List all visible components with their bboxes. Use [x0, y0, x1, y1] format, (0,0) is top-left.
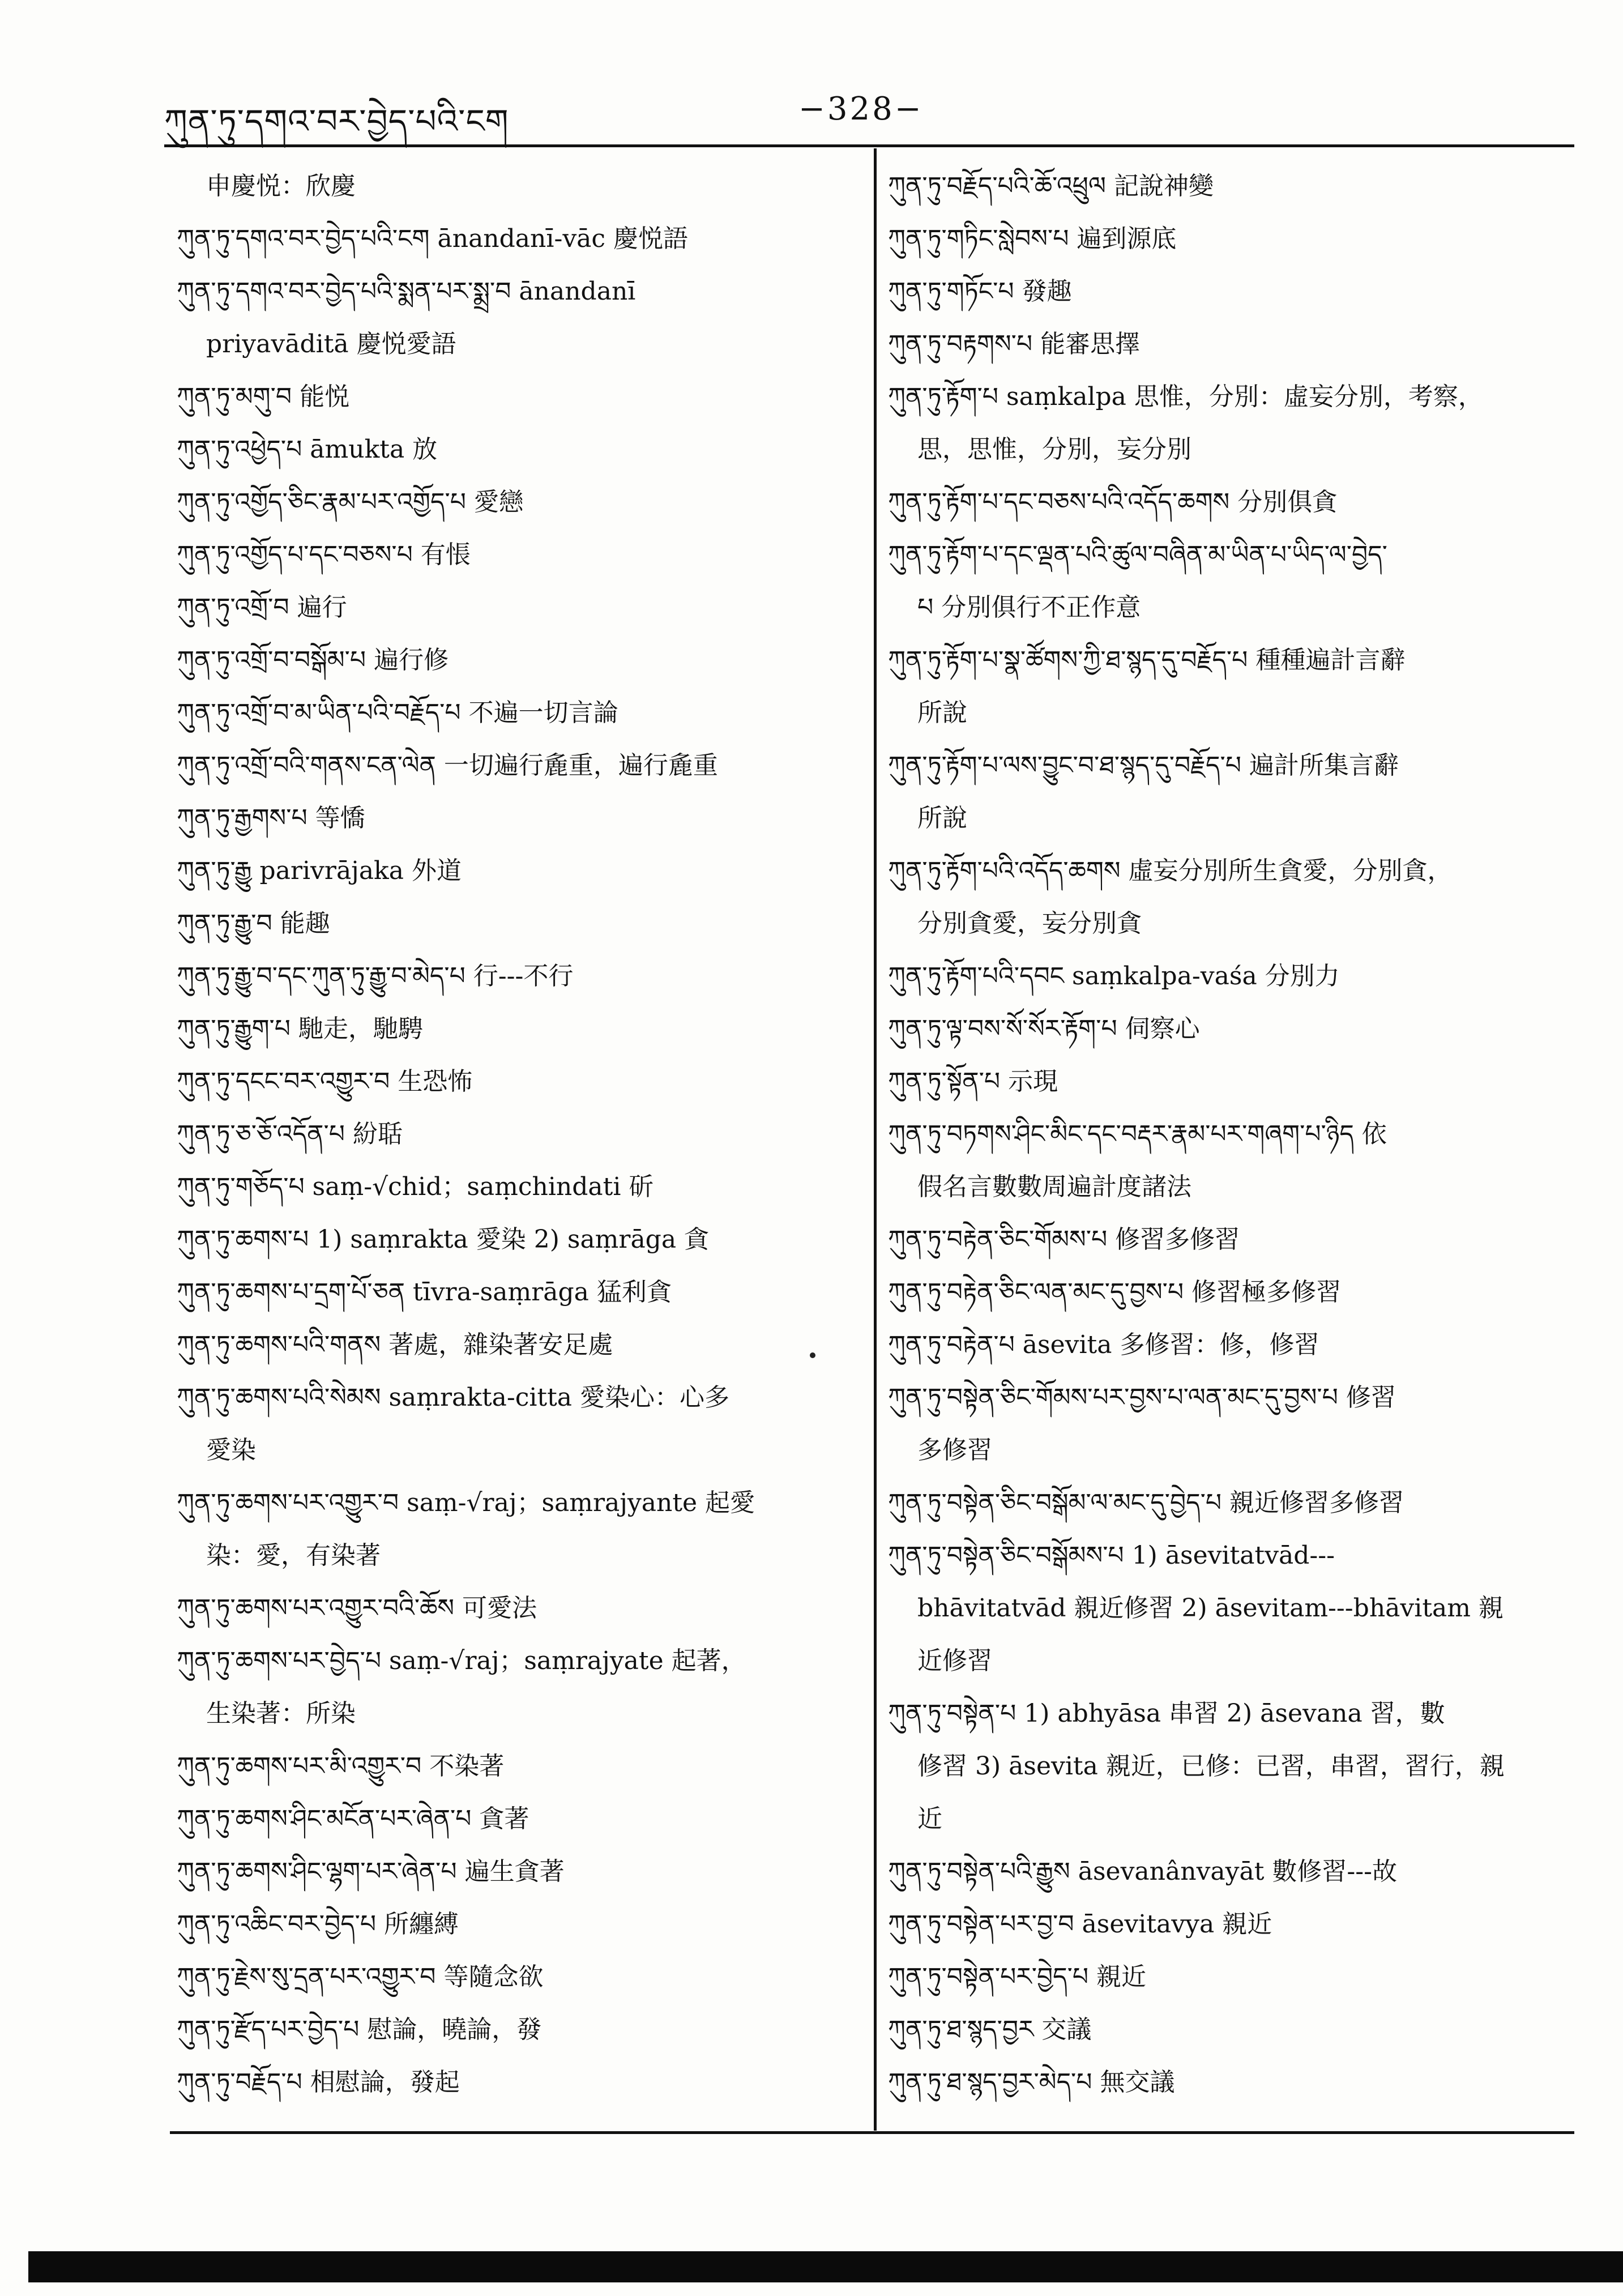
dictionary-entry — [177, 212, 862, 265]
entry-line: ཀུན་ཏུ་བརྟགས་པ 能審思擇 — [888, 330, 1141, 359]
entry-line: ཀུན་ཏུ་རྟོག་པ་སྣ་ཚོགས་ཀྱི་ཐ་སྙད་དུ་བརྗོད་པ 種種遍計言辭 — [888, 646, 1406, 675]
entry-continuation: 近修習 — [917, 1646, 992, 1675]
dictionary-entry — [888, 528, 1573, 634]
entry-line: ཀུན་ཏུ་ཆགས་པའི་སེམས saṃrakta-citta 愛染心：心多 — [177, 1383, 730, 1412]
entry-line: ཀུན་ཏུ་ལྟ་བས་སོ་སོར་རྟོག་པ 伺察心 — [888, 1014, 1200, 1043]
entry-line: ཀུན་ཏུ་བརྟེན་ཅིང་ལན་མང་དུ་བྱས་པ 修習極多修習 — [888, 1278, 1342, 1307]
entry-continuation: 近 — [917, 1804, 942, 1833]
entry-continuation: 修習 3) āsevita 親近，已修：已習，串習，習行，親 — [917, 1752, 1505, 1781]
entry-line: ཀུན་ཏུ་རྗེས་སུ་དྲན་པར་འགྱུར་བ 等隨念欲 — [177, 1962, 544, 1991]
dictionary-entry — [177, 1582, 862, 1634]
dictionary-entry — [888, 739, 1573, 844]
entry-line: ཀུན་ཏུ་ཆགས་པ་དྲག་པོ་ཅན tīvra-saṃrāga 猛利貪 — [177, 1278, 672, 1307]
entry-line: ཀུན་ཏུ་ཆགས་པར་འགྱུར་བ saṃ-√raj；saṃrajyante 起愛 — [177, 1488, 755, 1517]
entry-line: ཀུན་ཏུ་དགའ་བར་བྱེད་པའི་ངག ānandanī-vāc 慶悦語 — [177, 224, 689, 253]
dictionary-entry — [888, 1318, 1573, 1371]
entry-line: ཀུན་ཏུ་རྒྱུག་པ 馳走，馳騁 — [177, 1014, 423, 1043]
page-number: −328− — [798, 91, 924, 127]
entry-line: ཀུན་ཏུ་བསྟེན་ཅིང་གོམས་པར་བྱས་པ་ལན་མང་དུ་བྱས་པ 修習 — [888, 1383, 1396, 1412]
dictionary-entry — [888, 1845, 1573, 1898]
entry-continuation: priyavāditā 慶悦愛語 — [206, 330, 456, 359]
dictionary-entry — [177, 1740, 862, 1793]
entry-line: ཀུན་ཏུ་འགྲོ་བའི་གནས་ངན་ལེན 一切遍行麁重，遍行麁重 — [177, 751, 718, 780]
entry-continuation: 多修習 — [917, 1436, 992, 1465]
entry-continuation: 思，思惟，分別，妄分別 — [917, 435, 1191, 464]
dictionary-entry — [177, 423, 862, 476]
dictionary-entry — [888, 160, 1573, 212]
dictionary-entry — [888, 1055, 1573, 1108]
dictionary-entry — [177, 1002, 862, 1055]
entry-line: ཀུན་ཏུ་བསྟེན་པར་བྱེད་པ 親近 — [888, 1962, 1147, 1991]
dictionary-entry — [888, 1951, 1573, 2003]
entry-line: ཀུན་ཏུ་བརྟེན་པ āsevita 多修習：修，修習 — [888, 1330, 1319, 1359]
dictionary-entry — [177, 1634, 862, 1740]
entry-line: ཀུན་ཏུ་འཕྱེད་པ āmukta 放 — [177, 435, 438, 464]
entry-line: ཀུན་ཏུ་སྟོན་པ 示現 — [888, 1067, 1058, 1096]
entry-line: ཀུན་ཏུ་འགྱོད་པ་དང་བཅས་པ 有悵 — [177, 540, 471, 569]
entry-line: ཀུན་ཏུ་རྒྱུ་བ་དང་ཀུན་ཏུ་རྒྱུ་བ་མེད་པ 行---不行 — [177, 962, 574, 991]
dictionary-entry — [177, 897, 862, 950]
entry-line: ཀུན་ཏུ་རྟོག་པ་དང་བཅས་པའི་འདོད་ཆགས 分別俱貪 — [888, 488, 1338, 517]
dictionary-entry — [177, 1266, 862, 1318]
entry-line: ཀུན་ཏུ་ཆགས་པ 1) saṃrakta 愛染 2) saṃrāga 貪 — [177, 1225, 710, 1254]
dictionary-entry — [177, 1793, 862, 1845]
dictionary-entry — [888, 2003, 1573, 2056]
dictionary-entry — [177, 686, 862, 739]
dictionary-entry — [888, 2056, 1573, 2109]
entry-line: ཀུན་ཏུ་བརྗོད་པ 相慰論，發起 — [177, 2068, 460, 2097]
entry-line: ཀུན་ཏུ་ཆགས་ཤིང་མངོན་པར་ཞེན་པ 貪著 — [177, 1804, 529, 1833]
entry-line: ཀུན་ཏུ་བཏགས་ཤིང་མིང་དང་བརྡར་རྣམ་པར་གཞག་པ་ཉིད 依 — [888, 1120, 1387, 1149]
dictionary-entry — [888, 1529, 1573, 1687]
dictionary-entry — [177, 476, 862, 528]
entry-line: ཀུན་ཏུ་ཆགས་པར་མི་འགྱུར་བ 不染著 — [177, 1752, 505, 1781]
right-column — [888, 160, 1573, 2109]
entry-line: ཀུན་ཏུ་རྒྱུ parivrājaka 外道 — [177, 856, 462, 885]
entry-continuation: 所說 — [917, 698, 967, 727]
entry-line: ཀུན་ཏུ་གཏིང་སླེབས་པ 遍到源底 — [888, 224, 1177, 253]
entry-line: ཀུན་ཏུ་ཐ་སྙད་བྱར་མེད་པ 無交議 — [888, 2068, 1175, 2097]
dictionary-entry — [888, 634, 1573, 739]
entry-line: ཀུན་ཏུ་བསྟེན་ཅིང་བསྒོམ་ལ་མང་དུ་བྱེད་པ 親近修習多修習 — [888, 1488, 1404, 1517]
entry-line: ཀུན་ཏུ་རྒྱུ་བ 能趣 — [177, 909, 330, 938]
dictionary-entry — [177, 160, 862, 212]
dictionary-entry — [888, 1213, 1573, 1266]
dictionary-entry — [177, 1476, 862, 1582]
entry-line: ཀུན་ཏུ་དགའ་བར་བྱེད་པའི་སྨན་པར་སྨྲ་བ ānandanī — [177, 277, 636, 306]
dictionary-entry — [177, 2003, 862, 2056]
entry-line: 申慶悦：欣慶 — [206, 172, 356, 200]
entry-line: ཀུན་ཏུ་རྫོད་པར་བྱེད་པ 慰論，曉論，發 — [177, 2015, 542, 2044]
dictionary-entry — [177, 634, 862, 686]
dictionary-entry — [177, 844, 862, 897]
dictionary-entry — [888, 1108, 1573, 1213]
entry-line: ཀུན་ཏུ་རྒྱགས་པ 等憍 — [177, 804, 365, 833]
dictionary-entry — [177, 1845, 862, 1898]
dictionary-entry — [888, 476, 1573, 528]
dictionary-entry — [177, 528, 862, 581]
entry-line: ཀུན་ཏུ་ཆགས་པའི་གནས 著處，雜染著安足處 — [177, 1330, 613, 1359]
entry-line: ཀུན་ཏུ་དངང་བར་འགྱུར་བ 生恐怖 — [177, 1067, 473, 1096]
dictionary-entry — [888, 370, 1573, 476]
entry-line: ཀུན་ཏུ་བརྟེན་ཅིང་གོམས་པ 修習多修習 — [888, 1225, 1240, 1254]
entry-line: ཀུན་ཏུ་འགྲོ་བ 遍行 — [177, 593, 347, 622]
dictionary-entry — [888, 212, 1573, 265]
dictionary-entry — [177, 370, 862, 423]
dictionary-entry — [888, 1687, 1573, 1845]
dictionary-entry — [888, 1371, 1573, 1476]
dictionary-entry — [177, 1108, 862, 1160]
entry-line: ཀུན་ཏུ་རྟོག་པ་དང་ལྡན་པའི་ཚུལ་བཞིན་མ་ཡིན་པ་ཡིད་ལ་བྱེད་ — [888, 540, 1387, 569]
dictionary-entry — [177, 792, 862, 844]
entry-line: ཀུན་ཏུ་ཆགས་པར་འགྱུར་བའི་ཆོས 可愛法 — [177, 1594, 537, 1623]
dictionary-entry — [888, 265, 1573, 318]
dictionary-entry — [177, 1160, 862, 1213]
left-column — [177, 160, 862, 2109]
entry-line: ཀུན་ཏུ་རྟོག་པའི་འདོད་ཆགས 虛妄分別所生貪愛，分別貪， — [888, 856, 1453, 885]
entry-line: ཀུན་ཏུ་བརྗོད་པའི་ཆོ་འཕྲུལ 記說神變 — [888, 172, 1214, 200]
entry-line: ཀུན་ཏུ་གཅོད་པ saṃ-√chid；saṃchindati 斫 — [177, 1172, 654, 1201]
entry-line: ཀུན་ཏུ་རྟོག་པ saṃkalpa 思惟，分別：虛妄分別，考察， — [888, 382, 1483, 411]
entry-line: ཀུན་ཏུ་གཏོང་པ 發趣 — [888, 277, 1072, 306]
entry-line: ཀུན་ཏུ་རྟོག་པའི་དབང saṃkalpa-vaśa 分別力 — [888, 962, 1340, 991]
entry-line: ཀུན་ཏུ་འགྱོད་ཅིང་རྣམ་པར་འགྱོད་པ 愛戀 — [177, 488, 524, 517]
entry-line: ཀུན་ཏུ་འགྲོ་བ་མ་ཡིན་པའི་བརྗོད་པ 不遍一切言論 — [177, 698, 618, 727]
dictionary-entry — [888, 1266, 1573, 1318]
entry-line: ཀུན་ཏུ་བསྟེན་པར་བྱ་བ āsevitavya 親近 — [888, 1910, 1272, 1939]
entry-continuation: 所說 — [917, 804, 967, 833]
entry-line: ཀུན་ཏུ་བསྟེན་པ 1) abhyāsa 串習 2) āsevana 習，數 — [888, 1699, 1445, 1728]
entry-continuation: 分別貪愛，妄分別貪 — [917, 909, 1142, 938]
entry-line: ཀུན་ཏུ་རྟོག་པ་ལས་བྱུང་བ་ཐ་སྙད་དུ་བརྗོད་པ 遍計所集言辭 — [888, 751, 1399, 780]
entry-continuation: 染：愛，有染著 — [206, 1541, 381, 1570]
entry-line: ཀུན་ཏུ་མགུ་བ 能悦 — [177, 382, 350, 411]
entry-continuation: 生染著：所染 — [206, 1699, 356, 1728]
dictionary-entry — [177, 1318, 862, 1371]
entry-continuation: 愛染 — [206, 1436, 256, 1465]
dictionary-entry — [177, 2056, 862, 2109]
entry-continuation: པ 分別俱行不正作意 — [917, 593, 1141, 622]
dictionary-entry — [177, 739, 862, 792]
dictionary-entry — [177, 581, 862, 634]
dictionary-entry — [177, 1371, 862, 1476]
dictionary-entry — [177, 1898, 862, 1951]
entry-line: ཀུན་ཏུ་ཐ་སྙད་བྱར 交議 — [888, 2015, 1092, 2044]
entry-line: ཀུན་ཏུ་བསྟེན་ཅིང་བསྒོམས་པ 1) āsevitatvād--- — [888, 1541, 1335, 1570]
dictionary-entry — [888, 1002, 1573, 1055]
dictionary-entry — [177, 1055, 862, 1108]
bottom-rule — [170, 2131, 1574, 2134]
dictionary-entry — [888, 318, 1573, 370]
dictionary-entry — [888, 950, 1573, 1002]
entry-line: ཀུན་ཏུ་ཅ་ཅོ་འདོན་པ 紛聒 — [177, 1120, 403, 1149]
entry-line: ཀུན་ཏུ་ཆགས་པར་བྱེད་པ saṃ-√raj；saṃrajyate 起著， — [177, 1646, 746, 1675]
dictionary-entry — [888, 1476, 1573, 1529]
page-header — [164, 79, 1569, 147]
dictionary-entry — [177, 1951, 862, 2003]
entry-continuation: 假名言數數周遍計度諸法 — [917, 1172, 1191, 1201]
scan-edge-bar — [28, 2251, 1623, 2282]
entry-line: ཀུན་ཏུ་བསྟེན་པའི་རྒྱུས āsevanânvayāt 數修習---故 — [888, 1857, 1398, 1886]
entry-continuation: bhāvitatvād 親近修習 2) āsevitam---bhāvitam 親 — [917, 1594, 1504, 1623]
entry-line: ཀུན་ཏུ་ཆགས་ཤིང་ལྷག་པར་ཞེན་པ 遍生貪著 — [177, 1857, 565, 1886]
entry-line: ཀུན་ཏུ་འཆིང་བར་བྱེད་པ 所纏縛 — [177, 1910, 459, 1939]
dictionary-entry — [177, 950, 862, 1002]
column-divider — [874, 148, 877, 2131]
dictionary-entry — [888, 844, 1573, 950]
entry-line: ཀུན་ཏུ་འགྲོ་བ་བསྒོམ་པ 遍行修 — [177, 646, 449, 675]
running-head: ཀུན་ཏུ་དགའ་བར་བྱེད་པའི་ངག — [164, 102, 509, 140]
header-rule — [164, 144, 1574, 147]
dictionary-entry — [177, 1213, 862, 1266]
dictionary-entry — [888, 1898, 1573, 1951]
dictionary-entry — [177, 265, 862, 370]
